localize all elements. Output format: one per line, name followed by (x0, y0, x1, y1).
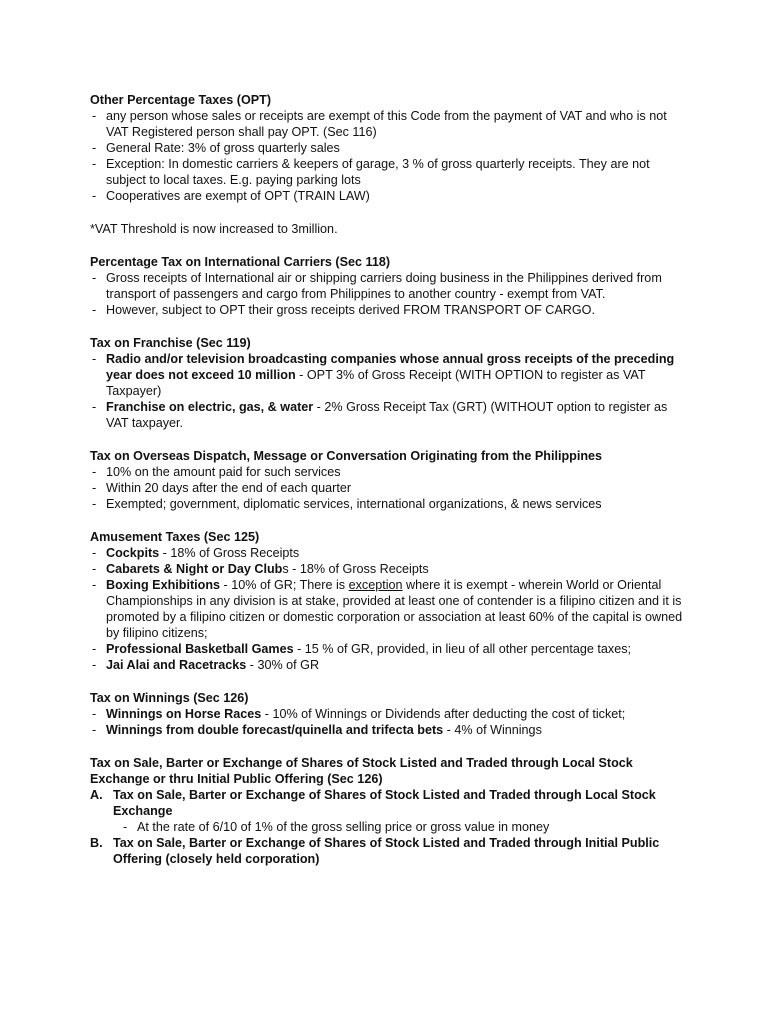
item-detail: - 4% of Winnings (443, 723, 542, 737)
list-item (90, 641, 690, 657)
bullet-list (90, 464, 690, 512)
list-item: - Gross receipts of International air or shipping carriers doing business in the Philippines derived from transport of passengers and cargo from Philippines to another country - exempt from VAT. (90, 270, 690, 302)
item-term: Cabarets & Night or Day Club (106, 562, 283, 576)
section-international-carriers (90, 254, 690, 318)
lettered-list (90, 787, 690, 867)
bullet-list (90, 545, 690, 673)
list-item (90, 787, 690, 835)
list-item (90, 706, 690, 722)
section-heading: Amusement Taxes (Sec 125) (90, 530, 260, 544)
underlined-word: exception (348, 578, 403, 592)
item-detail: - 10% of Winnings or Dividends after deducting the cost of ticket; (261, 707, 626, 721)
item-term: Cockpits (106, 546, 160, 560)
item-term: Radio and/or television broadcasting companies whose annual gross receipts of the preceding year does not exceed 10 million (106, 352, 675, 382)
list-item (90, 351, 690, 399)
section-shares-of-stock (90, 755, 690, 867)
item-letter: A. (90, 788, 103, 802)
list-item: - Exempted; government, diplomatic services, international organizations, & news services (90, 496, 690, 512)
item-term: Franchise on electric, gas, & water (106, 400, 314, 414)
item-detail: - 15 % of GR, provided, in lieu of all other percentage taxes; (293, 642, 632, 656)
section-franchise (90, 335, 690, 431)
item-term: Boxing Exhibitions (106, 578, 221, 592)
item-detail: - OPT 3% of Gross Receipt (WITH OPTION to register as VAT Taxpayer) (106, 368, 646, 398)
bullet-list (90, 706, 690, 738)
item-detail: - 10% of GR; There is (220, 578, 349, 592)
item-term: Winnings from double forecast/quinella and trifecta bets (106, 723, 444, 737)
item-title: Tax on Sale, Barter or Exchange of Shares of Stock Listed and Traded through Initial Public Offering (closely held corporation) (113, 836, 660, 866)
sub-bullet-list (113, 819, 690, 835)
list-item (90, 399, 690, 431)
item-term: Professional Basketball Games (106, 642, 294, 656)
list-item (90, 545, 690, 561)
item-detail: - 30% of GR (246, 658, 320, 672)
section-heading: Percentage Tax on International Carriers (Sec 118) (90, 255, 391, 269)
section-heading: Tax on Sale, Barter or Exchange of Shares of Stock Listed and Traded through Local Stock Exchange or thru Initial Public Offering (Sec 126) (90, 756, 633, 786)
list-item (90, 561, 690, 577)
list-item: - any person whose sales or receipts are exempt of this Code from the payment of VAT and who is not VAT Registered person shall pay OPT. (Sec 116) (90, 108, 690, 140)
vat-threshold-note: *VAT Threshold is now increased to 3million. (90, 222, 338, 236)
list-item (90, 577, 690, 641)
bullet-list (90, 270, 690, 318)
section-overseas-dispatch (90, 448, 690, 512)
list-item: - Within 20 days after the end of each quarter (90, 480, 690, 496)
list-item: - 10% on the amount paid for such services (90, 464, 690, 480)
list-item: - General Rate: 3% of gross quarterly sales (90, 140, 690, 156)
section-heading: Tax on Winnings (Sec 126) (90, 691, 249, 705)
section-amusement-taxes (90, 529, 690, 673)
section-heading: Tax on Overseas Dispatch, Message or Conversation Originating from the Philippines (90, 449, 603, 463)
section-heading: Tax on Franchise (Sec 119) (90, 336, 251, 350)
section-opt (90, 92, 690, 204)
list-item (90, 835, 690, 867)
section-heading: Other Percentage Taxes (OPT) (90, 93, 272, 107)
list-item (90, 722, 690, 738)
item-detail: - 2% Gross Receipt Tax (GRT) (WITHOUT option to register as VAT taxpayer. (106, 400, 668, 430)
sub-list-item: - At the rate of 6/10 of 1% of the gross selling price or gross value in money (123, 819, 690, 835)
item-term-suffix: s (282, 562, 289, 576)
list-item: - However, subject to OPT their gross receipts derived FROM TRANSPORT OF CARGO. (90, 302, 690, 318)
list-item: - Exception: In domestic carriers & keepers of garage, 3 % of gross quarterly receipts. They are not subject to local taxes. E.g. paying parking lots (90, 156, 690, 188)
item-detail: where it is exempt - wherein World or Oriental Championships in any division is at stake, provided at least one of contender is a filipino citizen and it is promoted by a filipino citizen or domestic corporation or association at least 60% of the capital is owned by filipino citizens; (106, 578, 683, 640)
item-detail: - 18% of Gross Receipts (159, 546, 300, 560)
section-winnings (90, 690, 690, 738)
bullet-list (90, 351, 690, 431)
list-item: - Cooperatives are exempt of OPT (TRAIN LAW) (90, 188, 690, 204)
item-detail: - 18% of Gross Receipts (288, 562, 429, 576)
document-page (90, 92, 690, 884)
item-letter: B. (90, 836, 103, 850)
item-term: Jai Alai and Racetracks (106, 658, 247, 672)
bullet-list (90, 108, 690, 204)
item-term: Winnings on Horse Races (106, 707, 262, 721)
list-item (90, 657, 690, 673)
item-title: Tax on Sale, Barter or Exchange of Shares of Stock Listed and Traded through Local Stock Exchange (113, 788, 656, 818)
